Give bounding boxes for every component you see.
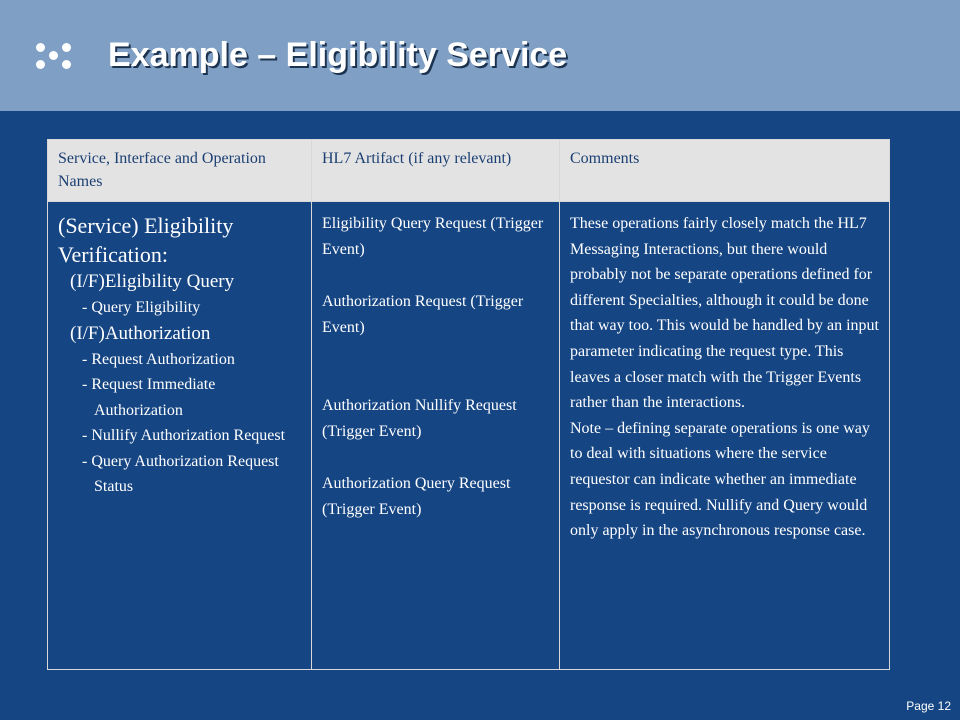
page-number: Page 12 xyxy=(906,699,951,713)
bullet-dots-icon xyxy=(33,40,83,74)
artifact-authorization-request: Authorization Request (Trigger Event) xyxy=(322,293,524,336)
operation-nullify-authorization-request: - Nullify Authorization Request xyxy=(82,427,286,444)
service-name: (Service) Eligibility Verification: xyxy=(58,213,234,267)
operation-query-authorization-request-status: - Query Authorization Request Status xyxy=(82,452,279,495)
service-cell xyxy=(48,202,312,670)
slide-title: Example – Eligibility Service xyxy=(108,36,568,74)
table-row xyxy=(48,202,890,670)
artifact-eligibility-query-request: Eligibility Query Request (Trigger Event) xyxy=(322,215,544,258)
artifact-authorization-query-request: Authorization Query Request (Trigger Event) xyxy=(322,475,511,518)
header-comments: Comments xyxy=(560,140,890,202)
interface-authorization: (I/F)Authorization xyxy=(70,322,211,344)
title-bar xyxy=(0,0,960,111)
operation-request-authorization: - Request Authorization xyxy=(82,350,235,368)
service-table xyxy=(47,139,890,670)
table-header-row xyxy=(48,140,890,202)
artifact-cell xyxy=(312,202,560,670)
interface-eligibility-query: (I/F)Eligibility Query xyxy=(70,271,235,292)
comments-text: These operations fairly closely match the HL7 Messaging Interactions, but there would probably not be separate operations defined for different Specialties, although it could be done that way too. This would be handled by an input parameter indicating the request type. This leaves a closer match with the Trigger Events rather than the interactions. xyxy=(570,215,879,412)
comments-note: Note – defining separate operations is one way to deal with situations where the service requestor can indicate whether an immediate response is required. Nullify and Query would only apply in the asynchronous response case. xyxy=(570,419,870,540)
header-service-names: Service, Interface and Operation Names xyxy=(48,140,312,202)
header-hl7-artifact: HL7 Artifact (if any relevant) xyxy=(312,140,560,202)
artifact-authorization-nullify-request: Authorization Nullify Request (Trigger Event) xyxy=(322,397,517,440)
comments-cell xyxy=(560,202,890,670)
operation-query-eligibility: - Query Eligibility xyxy=(82,299,201,316)
operation-request-immediate-authorization: - Request Immediate Authorization xyxy=(82,376,216,419)
